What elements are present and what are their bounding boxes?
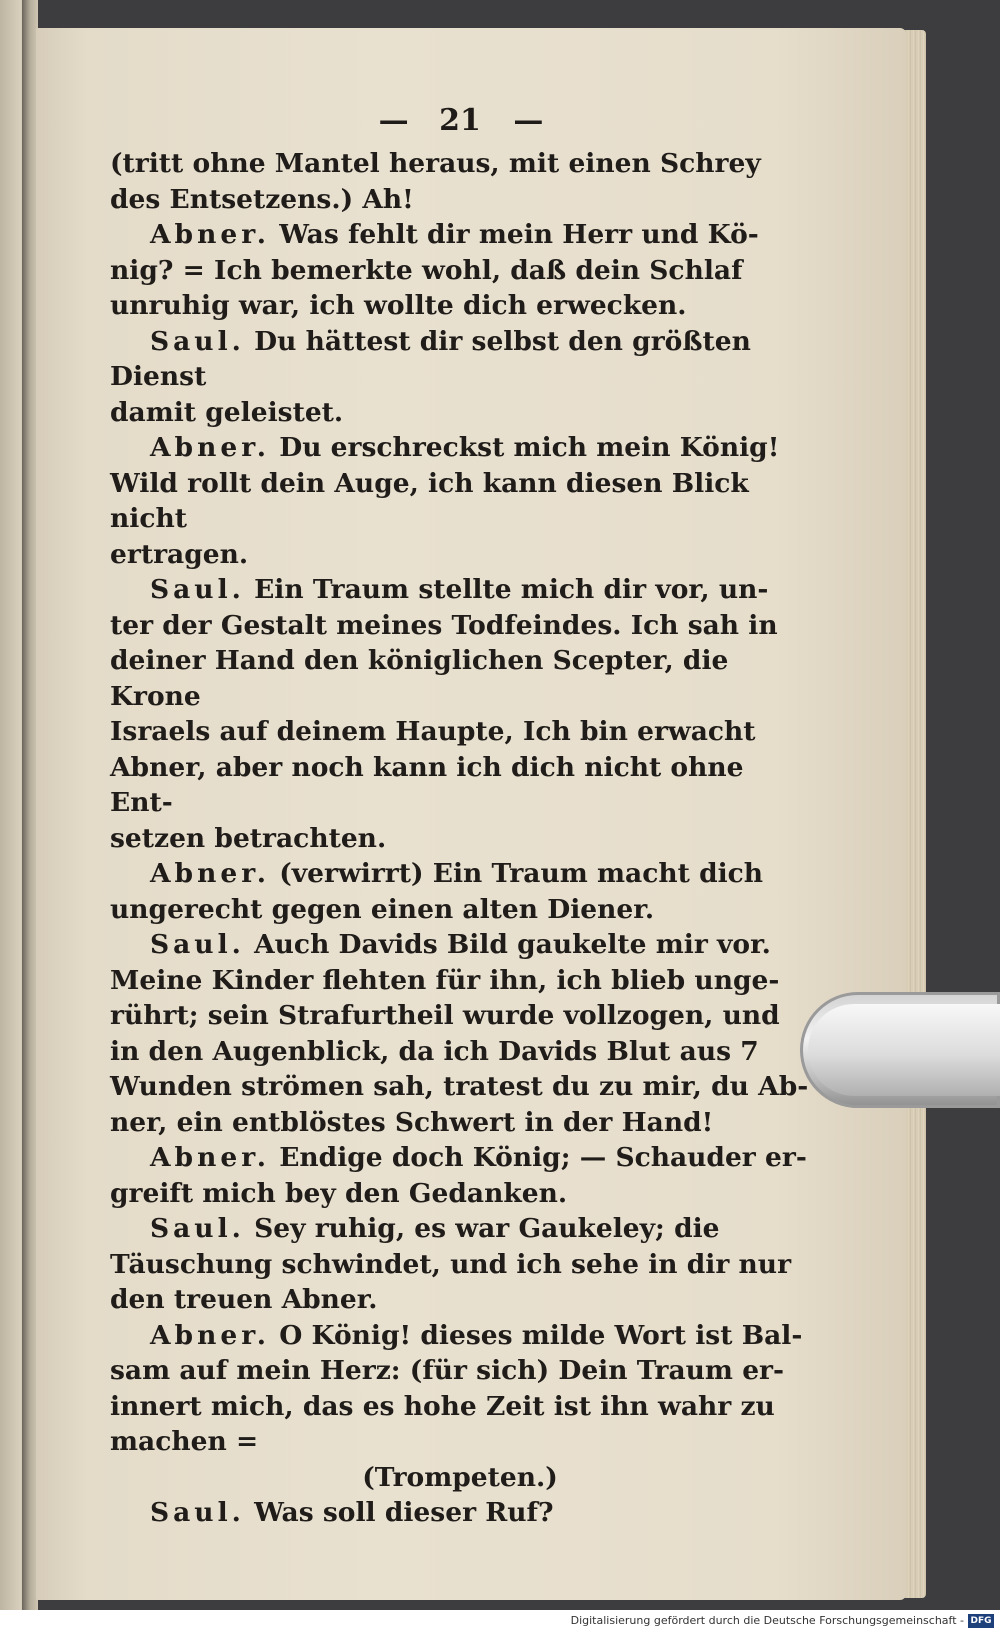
text-line	[110, 324, 810, 395]
stage-direction: (Trompeten.)	[362, 1461, 558, 1493]
page-text	[110, 146, 810, 1531]
line-text: unruhig war, ich wollte dich erwecken.	[110, 290, 687, 321]
line-text: deiner Hand den königlichen Scepter, die Krone	[110, 645, 729, 712]
text-line	[110, 395, 810, 431]
text-line	[110, 1140, 810, 1176]
speaker-name: Saul.	[150, 574, 245, 605]
speaker-name: Saul.	[150, 1213, 245, 1244]
text-line	[110, 714, 810, 750]
line-text: Israels auf deinem Haupte, Ich bin erwacht	[110, 716, 756, 747]
text-line	[110, 821, 810, 857]
text-line	[110, 927, 810, 963]
text-line	[110, 572, 810, 608]
line-text: Auch Davids Bild gaukelte mir vor.	[244, 929, 771, 960]
line-text: rührt; sein Strafurtheil wurde vollzogen, und	[110, 1000, 780, 1031]
line-text: Was soll dieser Ruf?	[244, 1497, 554, 1528]
line-text: ter der Gestalt meines Todfeindes. Ich sah in	[110, 609, 778, 641]
text-line	[110, 1353, 810, 1389]
text-line	[110, 608, 810, 644]
text-line	[110, 146, 810, 182]
text-line	[110, 182, 810, 218]
line-text: nig? = Ich bemerkte wohl, daß dein Schlaf	[110, 254, 743, 286]
line-text: Wild rollt dein Auge, ich kann diesen Blick nicht	[110, 467, 749, 534]
speaker-name: Abner.	[150, 219, 270, 250]
text-line	[110, 1105, 810, 1141]
text-line	[110, 1034, 810, 1070]
line-text: ner, ein entblöstes Schwert in der Hand!	[110, 1106, 714, 1138]
digitization-footer	[0, 1610, 1000, 1634]
speaker-name: Abner.	[150, 1319, 270, 1351]
text-line	[110, 1282, 810, 1318]
line-text: damit geleistet.	[110, 396, 344, 428]
text-line	[110, 537, 810, 573]
header-dash-left: —	[378, 103, 407, 138]
text-line	[110, 217, 810, 253]
line-text: setzen betrachten.	[110, 822, 387, 854]
text-line	[110, 430, 810, 466]
text-line	[110, 466, 810, 537]
speaker-name: Abner.	[150, 1142, 270, 1173]
line-text: Ein Traum stellte mich dir vor, un-	[244, 574, 769, 605]
line-text: des Entsetzens.) Ah!	[110, 183, 414, 215]
line-text: Wunden strömen sah, tratest du zu mir, du Ab-	[110, 1071, 809, 1102]
line-text: Du erschreckst mich mein König!	[269, 432, 780, 463]
header-dash-right: —	[513, 103, 542, 138]
text-line	[110, 998, 810, 1034]
line-text: Was fehlt dir mein Herr und Kö-	[269, 219, 759, 250]
text-line	[110, 288, 810, 324]
line-text: Du hättest dir selbst den größten Dienst	[110, 325, 751, 392]
text-line	[110, 1176, 810, 1212]
text-line	[110, 963, 810, 999]
dfg-logo: DFG	[968, 1614, 994, 1628]
text-line	[110, 1424, 810, 1460]
speaker-name: Abner.	[150, 858, 270, 889]
speaker-name: Saul.	[150, 929, 245, 960]
line-text: innert mich, das es hohe Zeit ist ihn wahr zu	[110, 1390, 775, 1422]
page-holder-clip-highlight	[808, 1004, 1000, 1096]
text-line	[110, 1460, 810, 1496]
text-line	[110, 1318, 810, 1354]
text-line	[110, 1389, 810, 1425]
line-text: ungerecht gegen einen alten Diener.	[110, 893, 655, 925]
page-header	[360, 103, 560, 143]
text-line	[110, 1247, 810, 1283]
funding-credit: Digitalisierung gefördert durch die Deutsche Forschungsgemeinschaft -	[570, 1614, 964, 1627]
line-text: Endige doch König; — Schauder er-	[269, 1142, 807, 1173]
text-line	[110, 643, 810, 714]
line-text: O König! dieses milde Wort ist Bal-	[269, 1319, 803, 1351]
text-line	[110, 1495, 810, 1531]
text-line	[110, 1069, 810, 1105]
text-line	[110, 253, 810, 289]
line-text: Sey ruhig, es war Gaukeley; die	[244, 1213, 720, 1244]
text-line	[110, 856, 810, 892]
line-text: den treuen Abner.	[110, 1284, 378, 1315]
line-text: ertragen.	[110, 538, 249, 570]
text-line	[110, 750, 810, 821]
speaker-name: Abner.	[150, 432, 270, 463]
speaker-name: Saul.	[150, 325, 245, 357]
speaker-name: Saul.	[150, 1497, 245, 1528]
line-text: (verwirrt) Ein Traum macht dich	[269, 858, 764, 889]
line-text: Abner, aber noch kann ich dich nicht ohne Ent-	[110, 751, 744, 818]
line-text: (tritt ohne Mantel heraus, mit einen Schrey	[110, 148, 761, 179]
line-text: greift mich bey den Gedanken.	[110, 1177, 568, 1209]
line-text: Meine Kinder flehten für ihn, ich blieb unge-	[110, 964, 780, 996]
line-text: in den Augenblick, da ich Davids Blut aus 7	[110, 1035, 759, 1067]
text-line	[110, 1211, 810, 1247]
page-number: 21	[439, 103, 481, 138]
line-text: Täuschung schwindet, und ich sehe in dir nur	[110, 1248, 792, 1280]
line-text: sam auf mein Herz: (für sich) Dein Traum er-	[110, 1355, 785, 1386]
line-text: machen =	[110, 1426, 259, 1457]
text-line	[110, 892, 810, 928]
